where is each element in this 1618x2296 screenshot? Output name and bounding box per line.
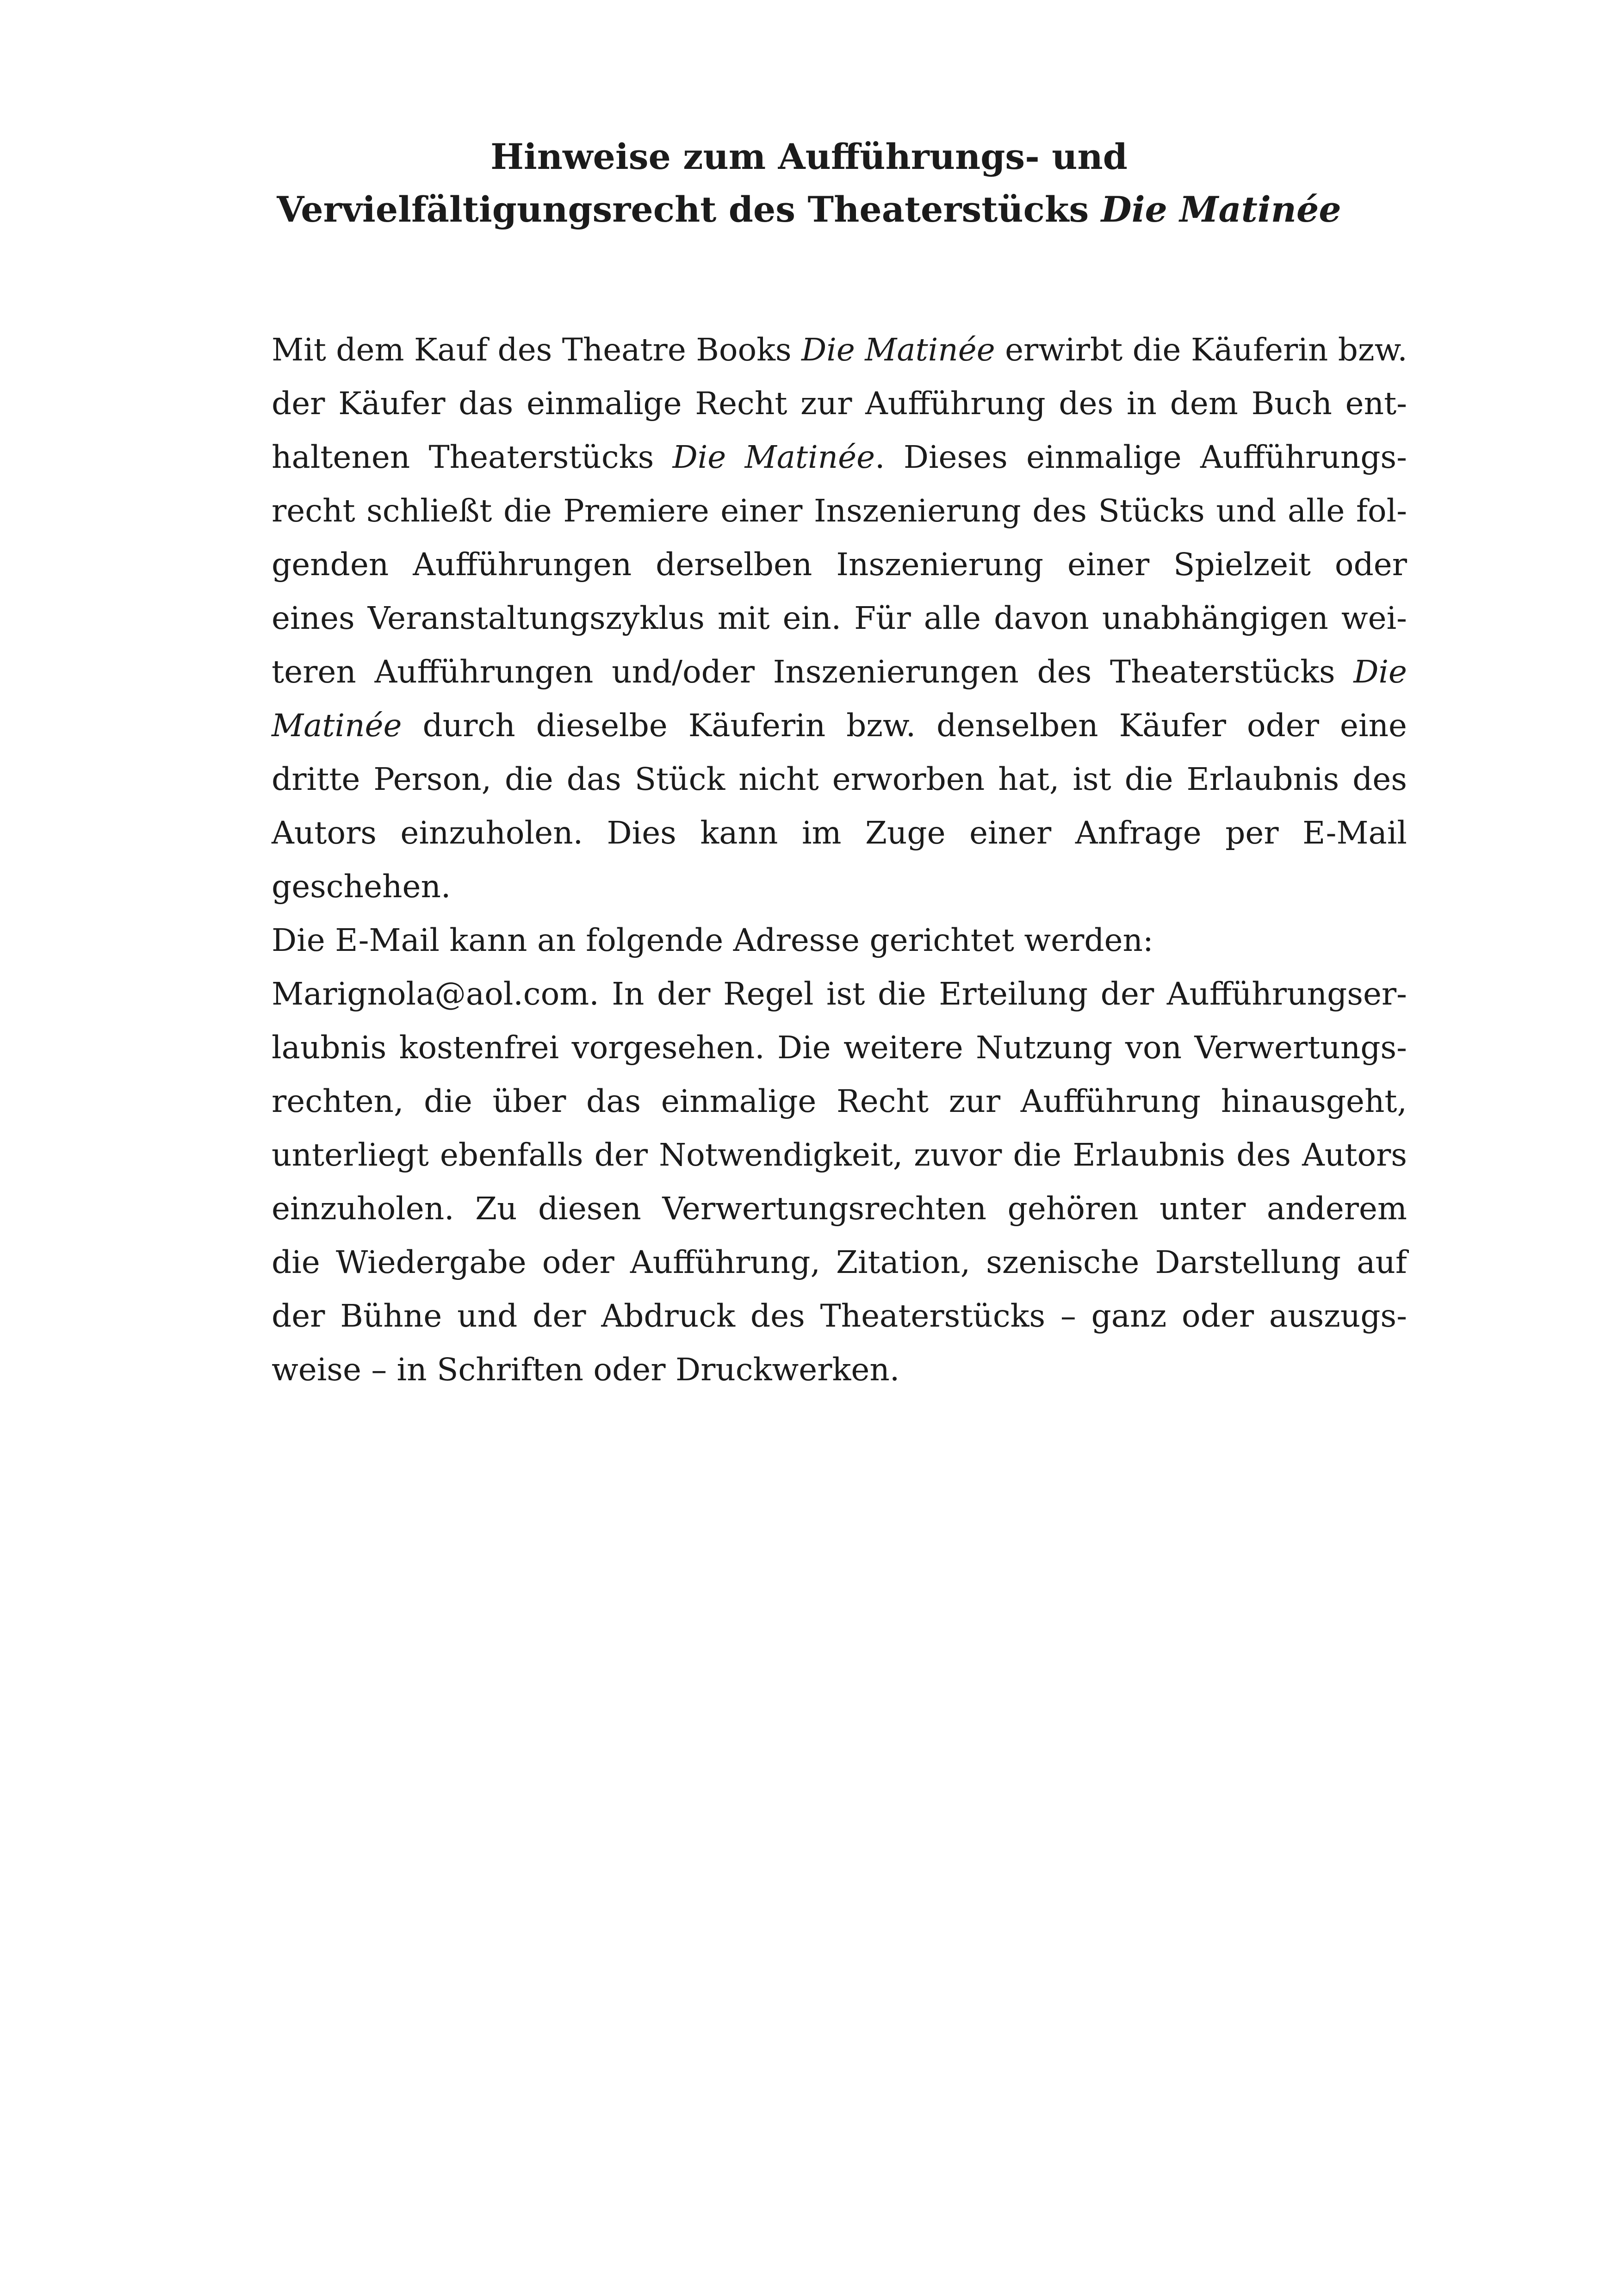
text-line: unterliegt ebenfalls der Notwendigkeit, zuvor die Erlaubnis des Autors (272, 1136, 1407, 1173)
play-name: Die Matinée (672, 439, 875, 475)
text-segment: haltenen Theaterstücks (272, 439, 673, 475)
text-line: der Käufer das einmalige Recht zur Aufführung des in dem Buch ent- (272, 385, 1407, 422)
email-line: Marignola@aol.com. In der Regel ist die Erteilung der Aufführungser- (272, 975, 1407, 1012)
page-title (0, 130, 1618, 236)
text-line: Die E-Mail kann an folgende Adresse gerichtet werden: (272, 922, 1153, 958)
text-line: Autors einzuholen. Dies kann im Zuge einer Anfrage per E-Mail (272, 814, 1407, 851)
text-segment: Mit dem Kauf des Theatre Books (272, 331, 802, 368)
text-segment: . Dieses einmalige Aufführungs- (875, 439, 1407, 475)
title-line-2 (0, 183, 1618, 236)
rights-notice-text (272, 323, 1407, 1396)
text-line: laubnis kostenfrei vorgesehen. Die weitere Nutzung von Verwertungs- (272, 1029, 1407, 1066)
text-line: rechten, die über das einmalige Recht zur Aufführung hinausgeht, (272, 1083, 1407, 1119)
text-line: dritte Person, die das Stück nicht erworben hat, ist die Erlaubnis des (272, 761, 1407, 797)
text-segment: durch dieselbe Käuferin bzw. denselben Käufer oder eine (402, 707, 1407, 744)
play-name: Die Matinée (801, 331, 995, 368)
text-line: geschehen. (272, 868, 451, 905)
text-line: recht schließt die Premiere einer Inszenierung des Stücks und alle fol- (272, 492, 1407, 529)
text-line: weise – in Schriften oder Druckwerken. (272, 1351, 900, 1388)
text-line: genden Aufführungen derselben Inszenierung einer Spielzeit oder (272, 546, 1407, 583)
title-line-1: Hinweise zum Aufführungs- und (490, 136, 1128, 177)
text-line: einzuholen. Zu diesen Verwertungsrechten gehören unter anderem (272, 1190, 1407, 1227)
text-line: die Wiedergabe oder Aufführung, Zitation, szenische Darstellung auf (272, 1244, 1407, 1280)
text-line (272, 430, 1407, 484)
text-segment: erwirbt die Käuferin bzw. (995, 331, 1407, 368)
text-line: der Bühne und der Abdruck des Theaterstücks – ganz oder auszugs- (272, 1297, 1407, 1334)
title-play-name: Die Matinée (1101, 189, 1341, 230)
play-name: Matinée (272, 707, 402, 744)
text-line: eines Veranstaltungszyklus mit ein. Für alle davon unabhängigen wei- (272, 600, 1407, 636)
text-line (272, 699, 1407, 752)
play-name: Die (1353, 653, 1407, 690)
title-line-2-text: Vervielfältigungsrecht des Theaterstücks (277, 189, 1101, 230)
text-line (272, 645, 1407, 699)
text-segment: teren Aufführungen und/oder Inszenierungen des Theaterstücks (272, 653, 1354, 690)
text-line (272, 323, 1407, 377)
